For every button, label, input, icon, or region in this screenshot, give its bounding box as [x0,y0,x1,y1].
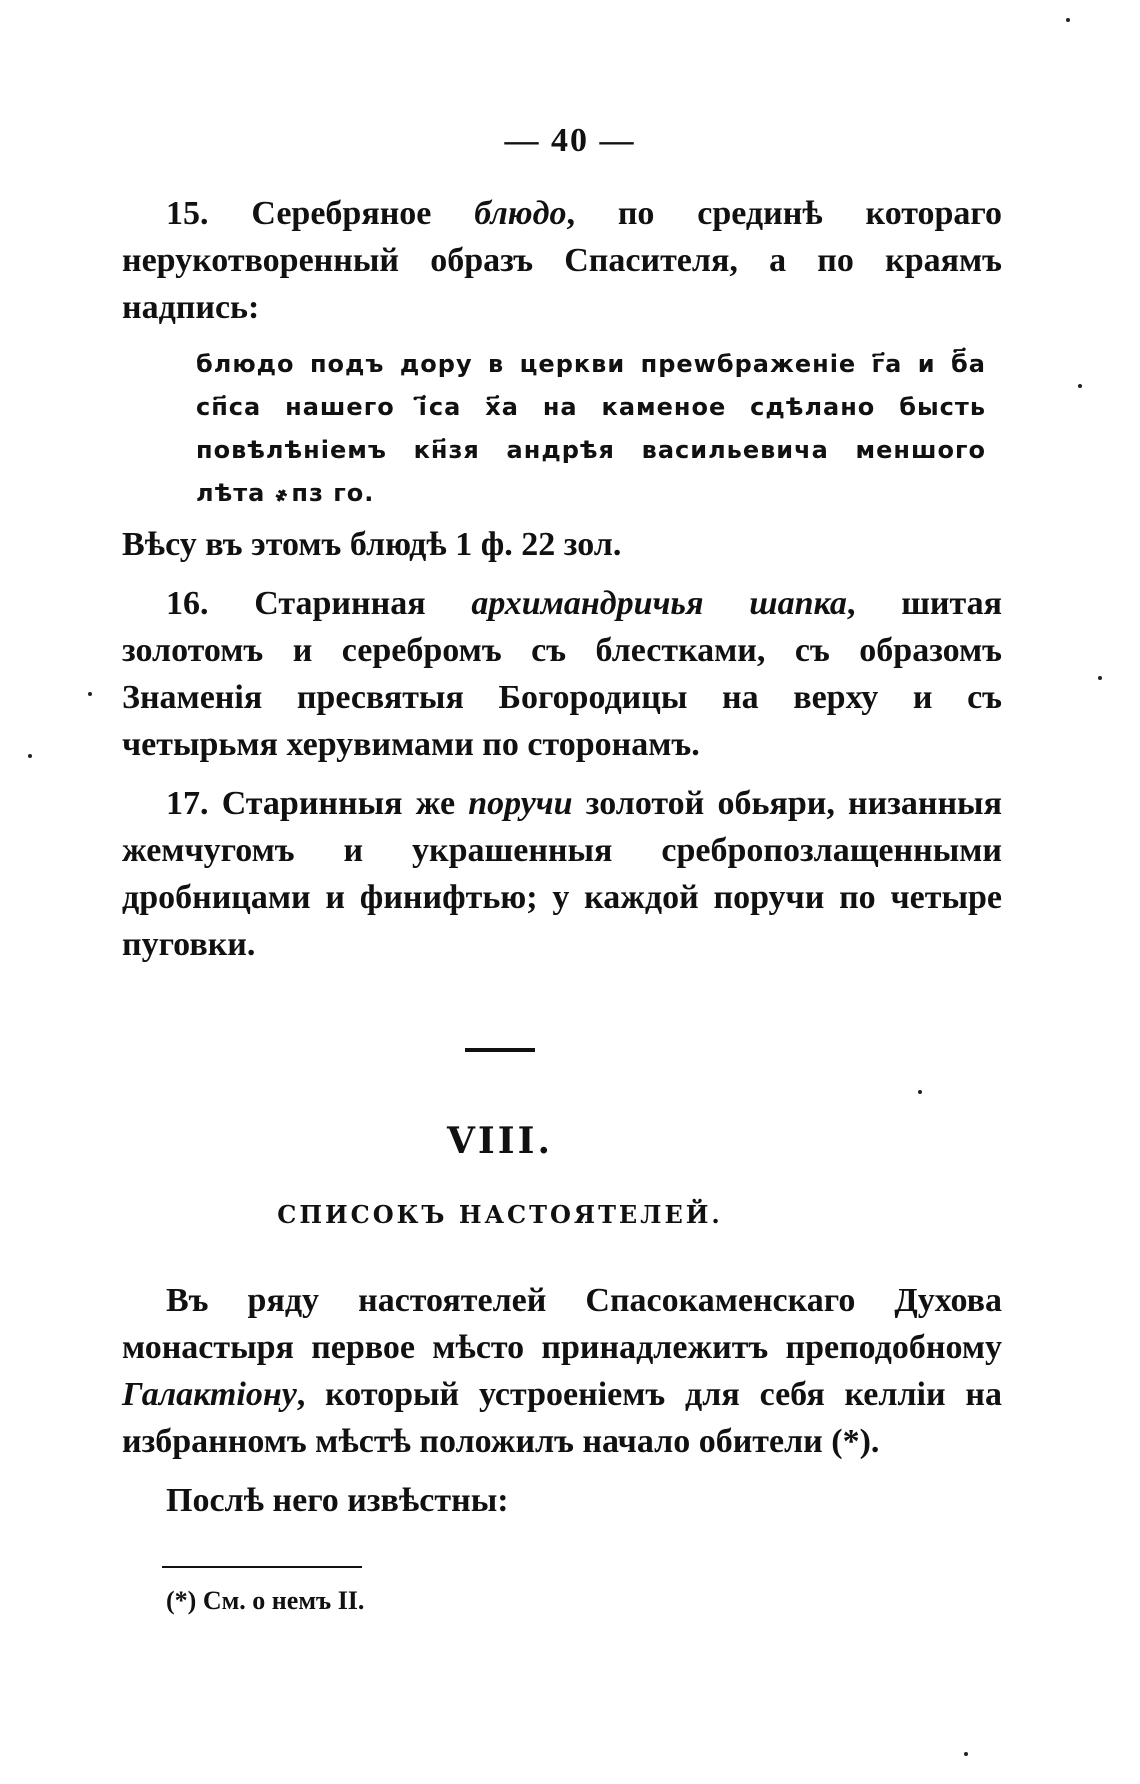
section-paragraph-1-lead: Въ ряду настоятелей Спасокаменскаго Духова монастыря первое мѣсто принадлежитъ преподобному [122,1282,1002,1366]
scan-speck [1098,676,1102,680]
scan-speck [28,754,32,758]
section-paragraph-1-italic: Галактiону [122,1376,297,1413]
page-content [122,190,1002,1616]
section-numeral: VIII. [447,1120,553,1162]
item-16 [122,580,1002,768]
item-16-lead: 16. Старинная [166,585,472,622]
item-15-italic: блюдо [474,195,567,232]
item-15-text: , по срединѣ котораго нерукотворенный образъ Спасителя, а по краямъ надпись: [122,195,1002,326]
section-paragraph-1 [122,1277,1002,1465]
item-15 [122,190,1002,331]
page-number: — 40 — [504,122,636,159]
old-slavonic-inscription: блюдо подъ дору в церкви преwбраженiе г҃а и б҃а сп҃са нашего i҃са х҃а на каменое сдѣлано бысть повѣлѣнiемъ кн҃зя андрѣя васильевича меншого лѣта ҂пз го. [196,350,986,507]
footnote: (*) См. о немъ II. [166,1586,365,1615]
item-17 [122,780,1002,968]
scan-speck [88,692,92,696]
item-17-lead: 17. Старинныя же [166,785,469,822]
scan-speck [1078,384,1082,388]
scan-speck [918,1090,922,1094]
item-16-italic: архимандричья шапка [471,585,847,622]
section-body [122,1277,1002,1524]
item-15-lead: 15. Серебряное [166,195,475,232]
section-paragraph-2: Послѣ него извѣстны: [166,1482,509,1519]
item-17-italic: поручи [468,785,573,822]
scan-speck [1066,18,1070,22]
item-17-text: золотой обьяри, низанныя жемчугомъ и украшенныя сребропозлащенными дробницами и финифтью; у каждой поручи по четыре пуговки. [122,785,1002,963]
section-paragraph-1-text: , который устроенiемъ для себя келлiи на избранномъ мѣстѣ положилъ начало обители (*). [122,1376,1002,1460]
item-15-weight: Вѣсу въ этомъ блюдѣ 1 ф. 22 зол. [122,526,622,563]
scan-speck [964,1752,968,1756]
item-16-text: , шитая золотомъ и серебромъ съ блестками, съ образомъ Знаменiя пресвятыя Богородицы на верху и съ четырьмя херувимами по сторонамъ. [122,585,1002,763]
footnote-rule [162,1566,362,1568]
section-title: СПИСОКЪ НАСТОЯТЕЛЕЙ. [277,1200,723,1229]
section-divider [465,1048,535,1052]
